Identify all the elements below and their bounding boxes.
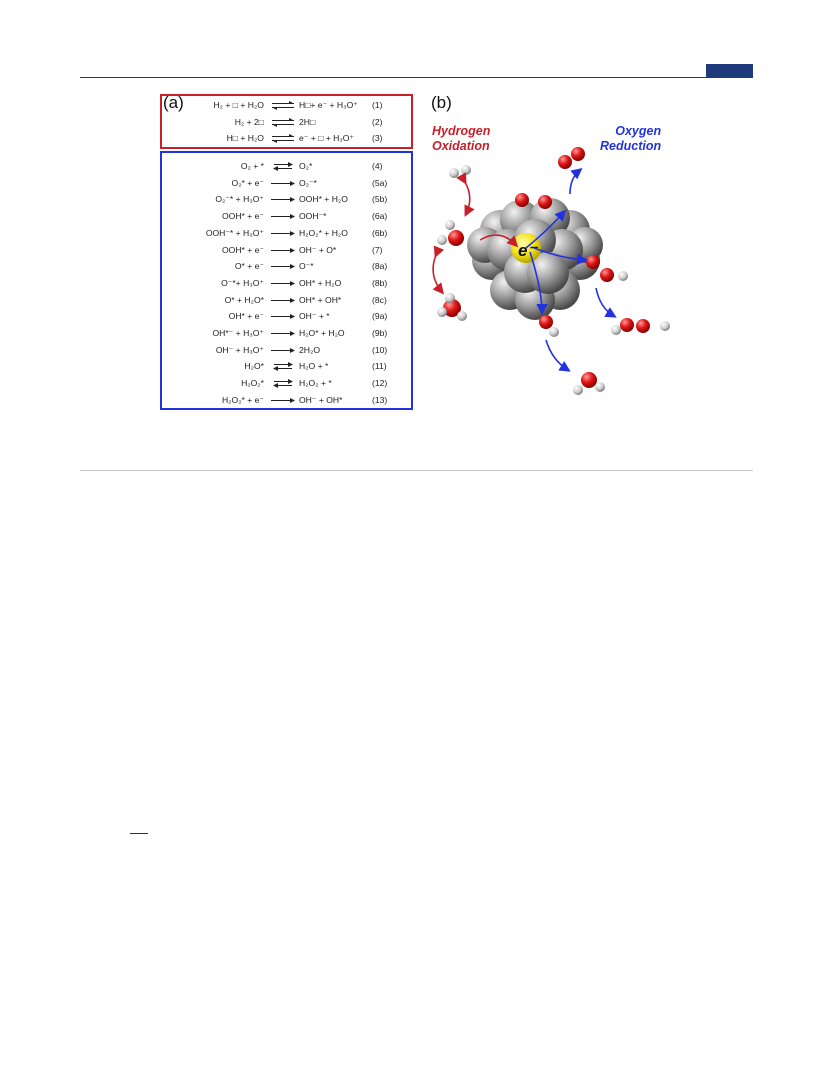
forward-arrow-icon: [268, 258, 298, 275]
header-rule: [80, 77, 753, 78]
reaction-number: (1): [372, 100, 383, 110]
forward-arrow-icon: [268, 225, 298, 242]
reaction-number: (5b): [372, 194, 388, 205]
reaction-products: OH⁻ + O*: [299, 244, 337, 255]
forward-arrow-icon: [268, 342, 298, 359]
h2o2-molecule: [611, 318, 670, 335]
nanoparticle-illustration: [430, 90, 680, 410]
reaction-row: [162, 325, 411, 342]
reaction-reactants: H₂O₂* + e⁻: [221, 394, 264, 405]
reaction-number: (8b): [372, 277, 388, 288]
reaction-row: [162, 175, 411, 192]
adsorbed-ooh-molecule: [586, 255, 628, 282]
reaction-reactants: OH*⁻ + H₃O⁺: [212, 328, 264, 338]
product-water-molecule: [573, 372, 605, 395]
hydrogen-oxidation-line1: Hydrogen: [432, 124, 491, 138]
adsorption-arrow-icon: [268, 375, 298, 392]
reaction-row: [162, 342, 411, 359]
reaction-number: (8a): [372, 261, 388, 272]
reaction-reactants: OOH* + e⁻: [221, 244, 264, 255]
reaction-number: (9b): [372, 328, 388, 338]
forward-arrow-icon: [268, 208, 298, 225]
reaction-row: [162, 392, 411, 409]
reaction-reactants: H₂ + 2□: [234, 116, 264, 127]
reaction-products: OH⁻ + *: [299, 311, 330, 322]
reaction-number: (13): [372, 394, 388, 405]
reaction-number: (7): [372, 244, 383, 255]
reaction-row: [162, 158, 411, 175]
reaction-reactants: H□ + H₂O: [226, 133, 264, 144]
reaction-number: (6a): [372, 211, 388, 222]
figure-bottom-rule: [80, 470, 753, 471]
reaction-number: (9a): [372, 311, 388, 322]
reaction-row: [162, 242, 411, 259]
oxygen-reduction-line2: Reduction: [600, 139, 662, 153]
reaction-products: e⁻ + □ + H₃O⁺: [299, 133, 355, 144]
panel-b-label: (b): [431, 93, 452, 112]
h2-molecule: [449, 165, 471, 178]
reaction-row: [162, 97, 411, 114]
forward-arrow-icon: [268, 175, 298, 192]
reaction-reactants: O* + e⁻: [234, 261, 264, 272]
adsorption-arrow-icon: [268, 358, 298, 375]
reaction-reactants: O₂ + *: [240, 161, 264, 171]
reaction-reactants: H₂O*: [244, 361, 264, 372]
footnote-rule: [130, 833, 148, 834]
adsorbed-oh-molecule: [539, 315, 559, 337]
reaction-reactants: O⁻*+ H₃O⁺: [221, 277, 264, 288]
reaction-products: OH⁻ + OH*: [299, 394, 343, 405]
reaction-products: OOH* + H₂O: [299, 194, 348, 205]
reaction-products: H₂O + *: [299, 361, 329, 372]
reaction-products: 2H₂O: [299, 344, 321, 355]
reaction-products: O⁻*: [299, 261, 314, 272]
oxygen-reactions-box: [160, 151, 413, 410]
forward-arrow-icon: [268, 292, 298, 309]
o2-desorption-arrow: [570, 170, 580, 194]
reaction-reactants: OH⁻ + H₃O⁺: [215, 344, 264, 355]
reaction-row: [162, 225, 411, 242]
reaction-reactants: OOH⁻* + H₃O⁺: [205, 227, 264, 238]
reaction-row: [162, 114, 411, 131]
reaction-reactants: O₂* + e⁻: [231, 177, 264, 188]
water-release-arrow: [546, 340, 568, 370]
reaction-row: [162, 208, 411, 225]
reaction-row: [162, 292, 411, 309]
reaction-products: OH* + OH*: [299, 294, 342, 305]
reaction-number: (10): [372, 344, 388, 355]
reaction-reactants: O* + H₂O*: [224, 294, 264, 305]
h2o2-release-arrow: [596, 288, 614, 316]
reaction-reactants: O₂⁻* + H₃O⁺: [215, 194, 264, 205]
reaction-reactants: OOH* + e⁻: [221, 211, 264, 222]
adsorbed-water-left: [437, 220, 464, 246]
reaction-products: OOH⁻*: [299, 211, 327, 222]
forward-arrow-icon: [268, 308, 298, 325]
reaction-row: [162, 130, 411, 147]
reaction-products: O₂⁻*: [299, 177, 317, 188]
electron-label: e⁻: [518, 241, 537, 260]
forward-arrow-icon: [268, 325, 298, 342]
reaction-number: (12): [372, 378, 388, 389]
reaction-products: H₂O₂* + H₂O: [299, 227, 348, 238]
panel-a-label: (a): [163, 93, 184, 112]
reaction-number: (6b): [372, 227, 388, 238]
equilibrium-arrow-icon: [268, 97, 298, 114]
reaction-row: [162, 275, 411, 292]
free-o2-molecule: [558, 147, 585, 169]
reaction-number: (11): [372, 361, 387, 372]
equilibrium-arrow-icon: [268, 130, 298, 147]
hydronium-molecule: [437, 293, 467, 321]
adsorption-arrow-icon: [268, 158, 298, 175]
reaction-products: OH* + H₂O: [299, 277, 342, 288]
hydrogen-reactions-box: [160, 94, 413, 149]
hydrogen-adsorption-arrow: [465, 182, 470, 214]
reaction-reactants: H₂ + □ + H₂O: [213, 100, 264, 110]
forward-arrow-icon: [268, 191, 298, 208]
reaction-number: (8c): [372, 294, 387, 305]
reaction-number: (3): [372, 133, 383, 144]
oxygen-reduction-line1: Oxygen: [615, 124, 662, 138]
reaction-reactants: H₂O₂*: [241, 378, 264, 389]
reaction-products: H□+ e⁻ + H₃O⁺: [299, 100, 358, 110]
reaction-row: [162, 358, 411, 375]
reaction-number: (2): [372, 116, 383, 127]
forward-arrow-icon: [268, 392, 298, 409]
header-tab: [706, 64, 753, 77]
reaction-number: (5a): [372, 177, 388, 188]
equilibrium-arrow-icon: [268, 114, 298, 131]
reaction-row: [162, 191, 411, 208]
forward-arrow-icon: [268, 275, 298, 292]
reaction-products: H₂O* + H₂O: [299, 328, 345, 338]
reaction-row: [162, 375, 411, 392]
reaction-products: 2H□: [299, 116, 316, 127]
reaction-row: [162, 258, 411, 275]
reaction-row: [162, 308, 411, 325]
forward-arrow-icon: [268, 242, 298, 259]
reaction-products: O₂*: [299, 161, 313, 171]
reaction-number: (4): [372, 161, 383, 171]
reaction-products: H₂O₂ + *: [299, 378, 332, 389]
hydrogen-oxidation-line2: Oxidation: [432, 139, 490, 153]
reaction-reactants: OH* + e⁻: [228, 311, 264, 322]
water-exchange-arrow: [433, 255, 442, 292]
